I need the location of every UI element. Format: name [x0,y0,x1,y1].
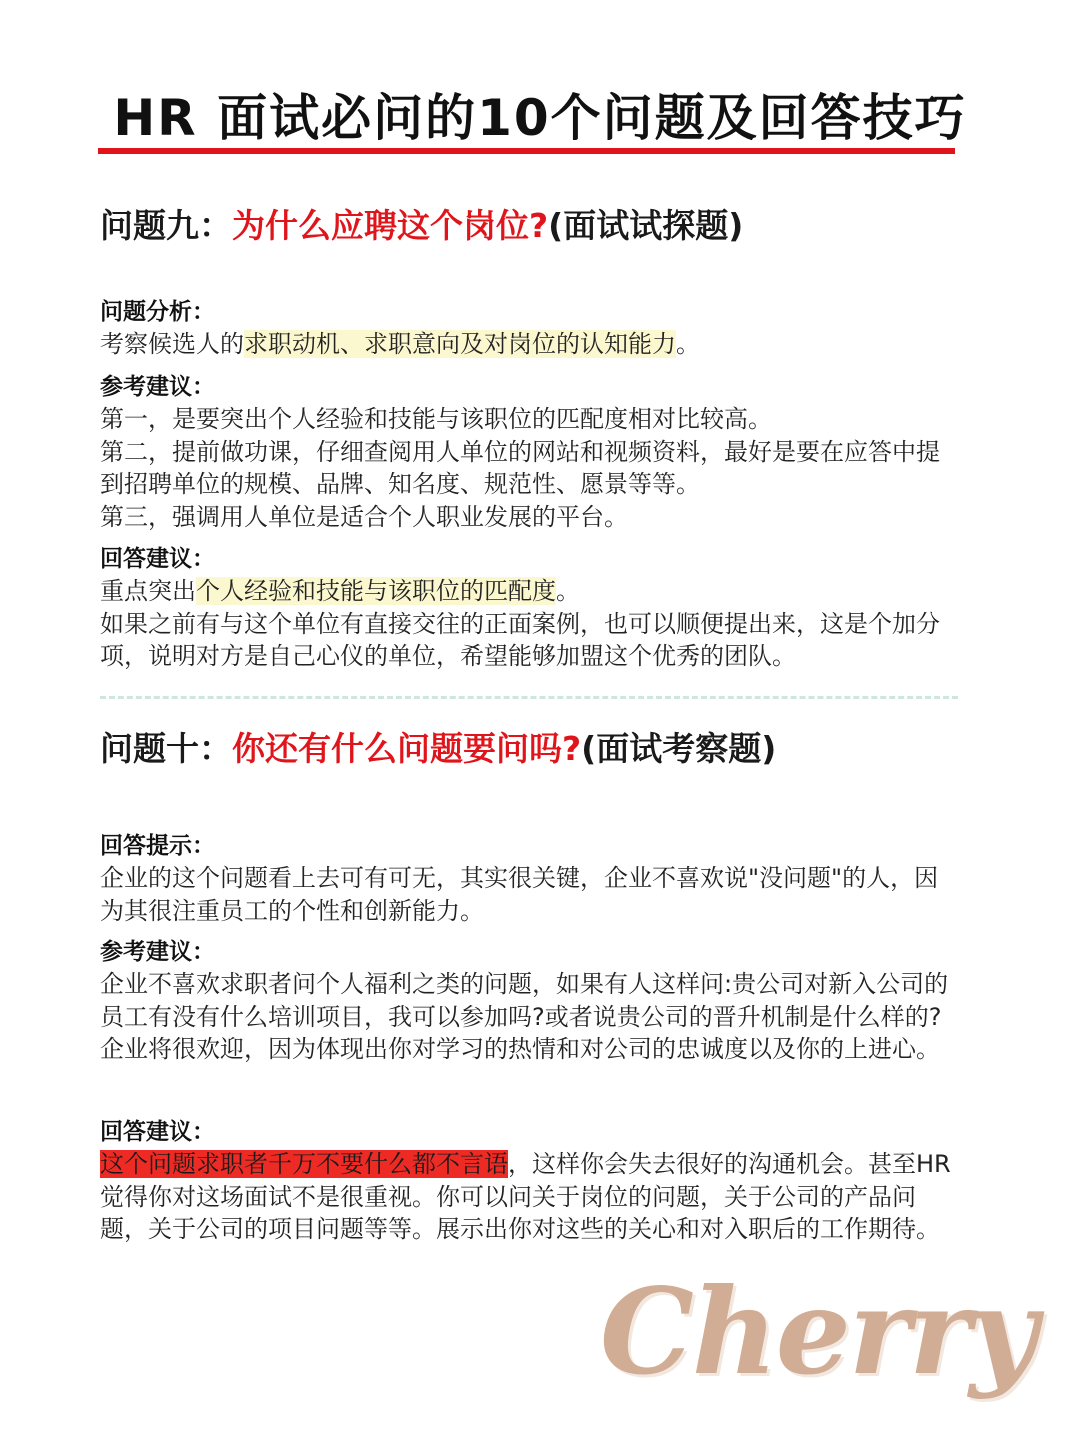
hint-label: 回答提示： [100,833,215,859]
answer-highlight: 个人经验和技能与该职位的匹配度 [196,577,556,605]
answer-label: 回答建议： [100,1119,215,1145]
question-nine-analysis [100,296,960,361]
question-nine-advice [100,371,960,533]
analysis-text: 考察候选人的求职动机、求职意向及对岗位的认知能力。 [100,330,700,358]
answer-text: 这个问题求职者千万不要什么都不言语，这样你会失去很好的沟通机会。甚至HR觉得你对这场面试不是很重视。你可以问关于岗位的问题，关于公司的产品问题，关于公司的项目问题等等。展示出你对这些的关心和对入职后的工作期待。 [100,1150,951,1243]
question-nine-type: (面试试探题) [548,206,744,245]
advice-text: 企业不喜欢求职者问个人福利之类的问题，如果有人这样问:贵公司对新入公司的员工有没有什么培训项目，我可以参加吗?或者说贵公司的晋升机制是什么样的?企业将很欢迎，因为体现出你对学习的热情和对公司的忠诚度以及你的上进心。 [100,970,949,1063]
title-underline [98,148,955,154]
question-ten-hint [100,830,960,927]
analysis-highlight: 求职动机、求职意向及对岗位的认知能力 [244,330,676,358]
analysis-label: 问题分析： [100,299,215,325]
question-ten-heading [100,723,776,770]
advice-line-3: 第三，强调用人单位是适合个人职业发展的平台。 [100,502,628,531]
answer-more-text: 如果之前有与这个单位有直接交往的正面案例，也可以顺便提出来，这是个加分项，说明对方是自己心仪的单位，希望能够加盟这个优秀的团队。 [100,609,940,670]
question-ten-prefix: 问题十： [100,729,232,768]
answer-label: 回答建议： [100,546,215,572]
answer-text: 重点突出个人经验和技能与该职位的匹配度。 [100,577,580,605]
question-nine-answer [100,543,960,673]
question-nine-title: 为什么应聘这个岗位? [232,206,549,245]
page-title: HR 面试必问的10个问题及回答技巧 [113,89,967,147]
advice-line-1: 第一，是要突出个人经验和技能与该职位的匹配度相对比较高。 [100,405,772,433]
cherry-watermark-logo: Cherry [600,1262,1036,1401]
hint-text: 企业的这个问题看上去可有可无，其实很关键，企业不喜欢说"没问题"的人，因为其很注重员工的个性和创新能力。 [100,864,939,925]
question-nine-heading [100,200,743,247]
question-ten-advice [100,936,960,1066]
question-ten-title: 你还有什么问题要问吗? [232,729,582,768]
section-divider [100,696,958,699]
question-ten-type: (面试考察题) [581,729,777,768]
question-ten-answer [100,1116,960,1246]
question-nine-prefix: 问题九： [100,206,232,245]
advice-label: 参考建议： [100,939,215,965]
answer-red-highlight: 这个问题求职者千万不要什么都不言语 [100,1150,508,1178]
advice-line-2: 第二，提前做功课，仔细查阅用人单位的网站和视频资料，最好是要在应答中提到招聘单位的规模、品牌、知名度、规范性、愿景等等。 [100,437,940,498]
advice-label: 参考建议： [100,374,215,400]
